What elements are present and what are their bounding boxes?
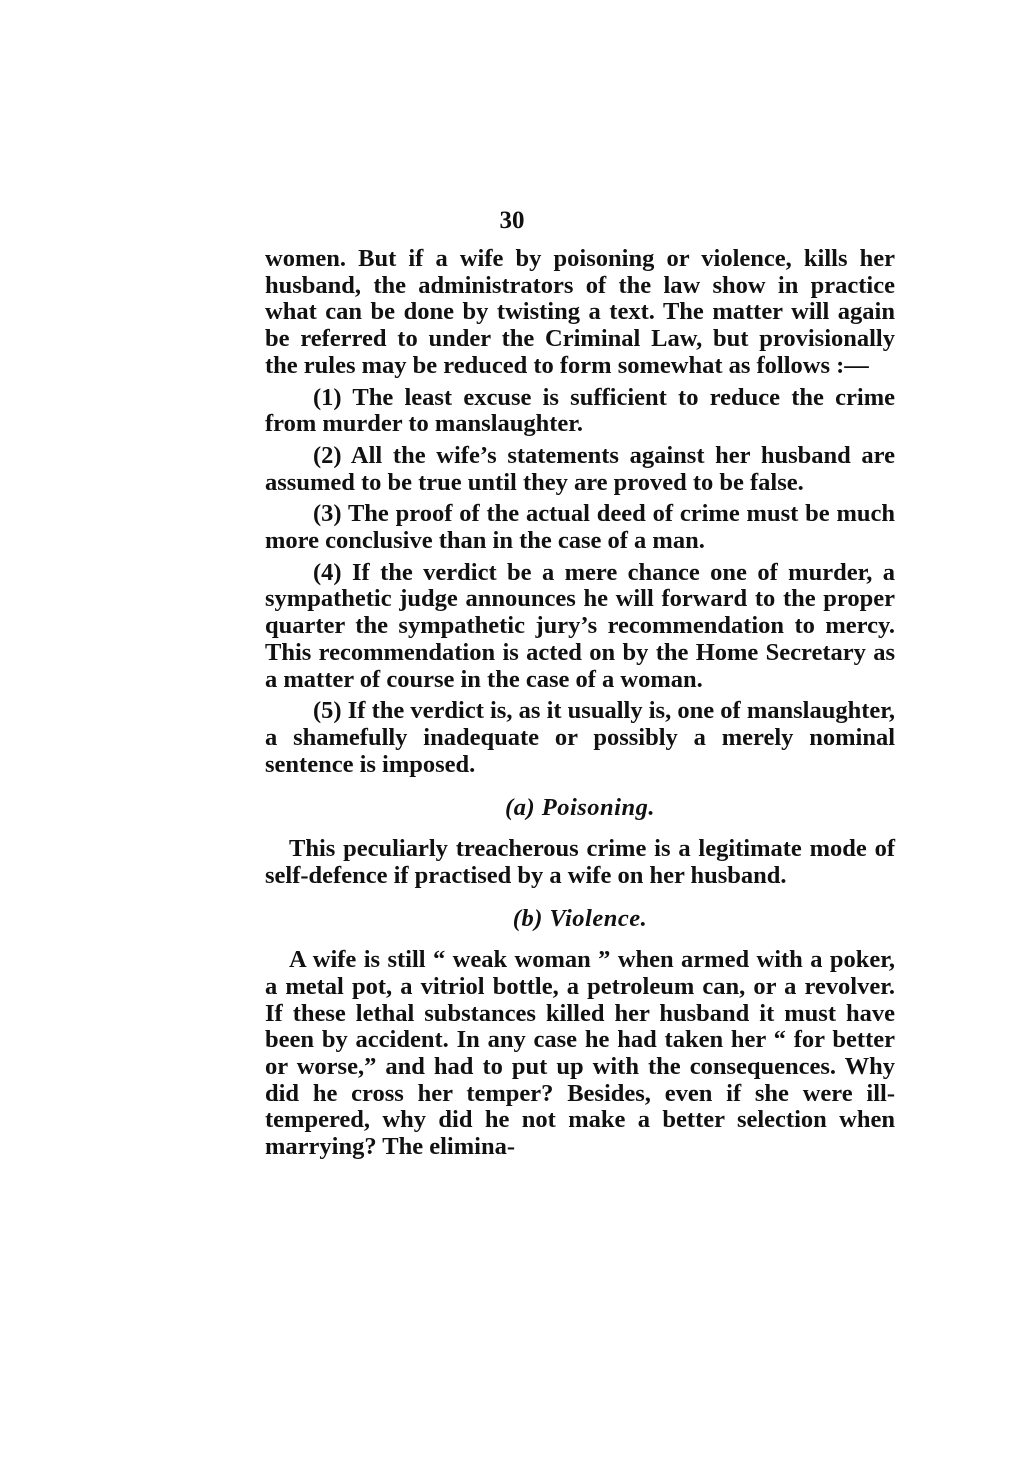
text-column (265, 246, 895, 1161)
rule-item-3: (3) The proof of the actual deed of crime must be much more conclusive than in the case of a man. (265, 500, 895, 555)
section-heading-violence: (b) Violence. (512, 905, 648, 933)
section-text-violence: A wife is still “ weak woman ” when armed with a poker, a metal pot, a vitriol bottle, a petroleum can, or a revolver. If these lethal substances killed her husband it must have been by accident. In any case he had taken her “ for better or worse,” and had to put up with the consequences. Why did he cross her temper? Besides, even if she were ill-tempered, why did he not make a better selection when marrying? The elimina- (265, 946, 895, 1161)
section-text-poisoning: This peculiarly treacherous crime is a legitimate mode of self-defence if practised by a wife on her husband. (265, 835, 895, 889)
section-heading-poisoning: (a) Poisoning. (505, 794, 655, 822)
rule-item-1: (1) The least excuse is sufficient to reduce the crime from murder to manslaughter. (265, 383, 895, 438)
page-number: 30 (499, 207, 525, 234)
intro-paragraph: women. But if a wife by poisoning or violence, kills her husband, the administrators of the law show in practice what can be done by twisting a text. The matter will again be referred to under the Criminal Law, but provisionally the rules may be reduced to form somewhat as follows :— (265, 245, 895, 379)
rule-item-4: (4) If the verdict be a mere chance one of murder, a sympathetic judge announces he will forward to the proper quarter the sympathetic jury’s recommendation to mercy. This recommendation is acted on by the Home Secretary as a matter of course in the case of a woman. (265, 558, 895, 693)
rule-item-2: (2) All the wife’s statements against her husband are assumed to be true until they are proved to be false. (265, 441, 895, 496)
rule-item-5: (5) If the verdict is, as it usually is, one of manslaughter, a shamefully inadequate or possibly a merely nominal sentence is imposed. (265, 697, 895, 778)
